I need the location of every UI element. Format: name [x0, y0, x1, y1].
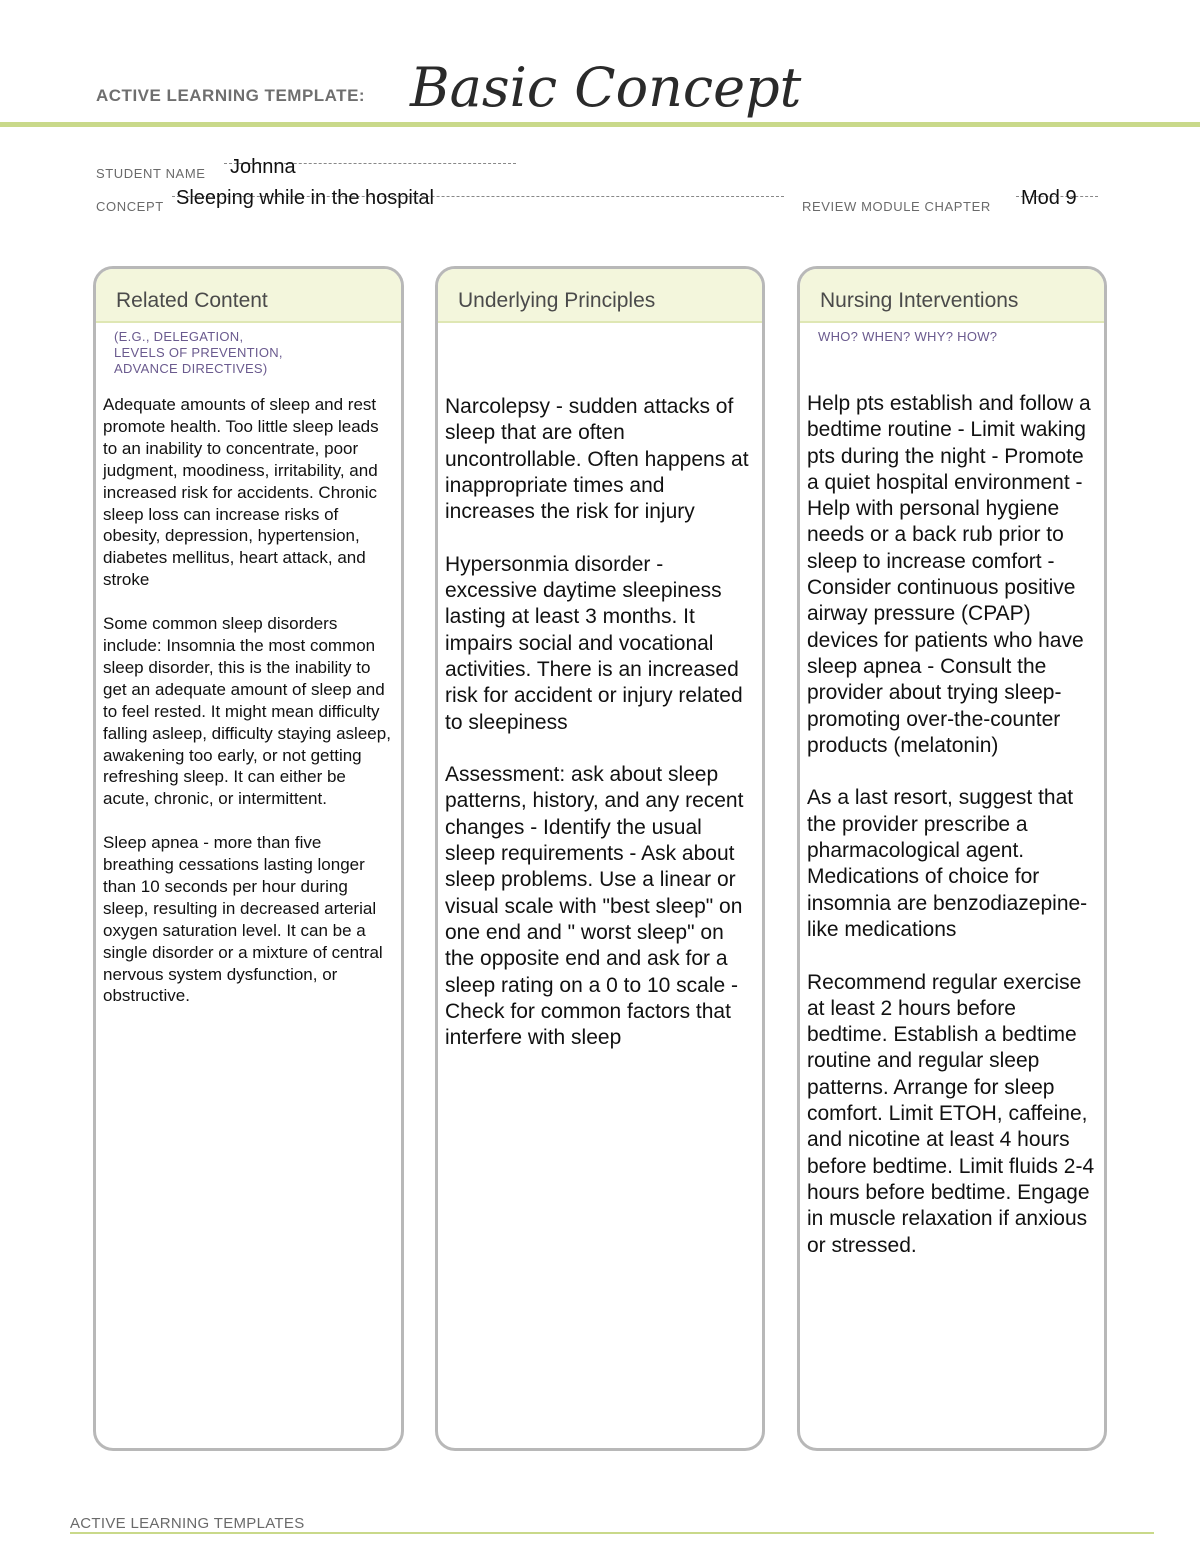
footer-rule — [70, 1532, 1154, 1534]
concept-value[interactable]: Sleeping while in the hospital — [176, 187, 434, 209]
nursing-interventions-text[interactable]: Help pts establish and follow a bedtime routine - Limit waking pts during the night - Promote a quiet hospital environment - Help with personal hygiene needs or a back rub prior to sleep to increase comfort - Consider continuous positive airway pressure (CPAP) devices for patients who have sleep apnea - Consult the provider about trying sleep-promoting over-the-counter products (melatonin) As a last resort, suggest that the provider prescribe a pharmacological agent. Medications of choice for insomnia are benzodiazepine-like medications Recommend regular exercise at least 2 hours before bedtime. Establish a bedtime routine and regular sleep patterns. Arrange for sleep comfort. Limit ETOH, caffeine, and nicotine at least 4 hours before bedtime. Limit fluids 2-4 hours before bedtime. Engage in muscle relaxation if anxious or stressed. — [807, 392, 1095, 1257]
nursing-interventions-title: Nursing Interventions — [800, 269, 1104, 323]
header-rule — [0, 122, 1200, 127]
review-module-label: REVIEW MODULE CHAPTER — [802, 199, 991, 214]
student-name-label: STUDENT NAME — [96, 166, 206, 181]
underlying-principles-title: Underlying Principles — [438, 269, 762, 323]
template-title: Basic Concept — [410, 56, 802, 119]
student-name-value[interactable]: Johnna — [230, 156, 296, 178]
related-content-card — [93, 266, 404, 1451]
related-content-hint: (E.G., DELEGATION, LEVELS OF PREVENTION, ADVANCE DIRECTIVES) — [114, 329, 283, 376]
underlying-principles-text[interactable]: Narcolepsy - sudden attacks of sleep that are often uncontrollable. Often happens at inappropriate times and increases the risk for injury Hypersonmia disorder - excessive daytime sleepiness lasting at least 3 months. It impairs social and vocational activities. There is an increased risk for accident or injury related to sleepiness Assessment: ask about sleep patterns, history, and any recent changes - Identify the usual sleep requirements - Ask about sleep problems. Use a linear or visual scale with "best sleep" on one end and " worst sleep" on the opposite end and ask for a sleep rating on a 0 to 10 scale - Check for common factors that interfere with sleep — [445, 395, 749, 1050]
concept-label: CONCEPT — [96, 199, 164, 214]
underlying-principles-card — [435, 266, 765, 1451]
nursing-interventions-hint: WHO? WHEN? WHY? HOW? — [818, 329, 998, 344]
footer-label: ACTIVE LEARNING TEMPLATES — [70, 1515, 305, 1532]
related-content-text[interactable]: Adequate amounts of sleep and rest promote health. Too little sleep leads to an inability to concentrate, poor judgment, moodiness, irritability, and increased risk for accidents. Chronic sleep loss can increase risks of obesity, depression, hypertension, diabetes mellitus, heart attack, and stroke Some common sleep disorders include: Insomnia the most common sleep disorder, this is the inability to get an adequate amount of sleep and to feel rested. It might mean difficulty falling asleep, difficulty staying asleep, awakening too early, or not getting refreshing sleep. It can either be acute, chronic, or intermittent. Sleep apnea - more than five breathing cessations lasting longer than 10 seconds per hour during sleep, resulting in decreased arterial oxygen saturation level. It can be a single disorder or a mixture of central nervous system dysfunction, or obstructive. — [103, 395, 391, 1006]
nursing-interventions-card — [797, 266, 1107, 1451]
related-content-title: Related Content — [96, 269, 401, 323]
review-module-value[interactable]: Mod 9 — [1021, 187, 1077, 209]
template-label: ACTIVE LEARNING TEMPLATE: — [96, 86, 366, 105]
